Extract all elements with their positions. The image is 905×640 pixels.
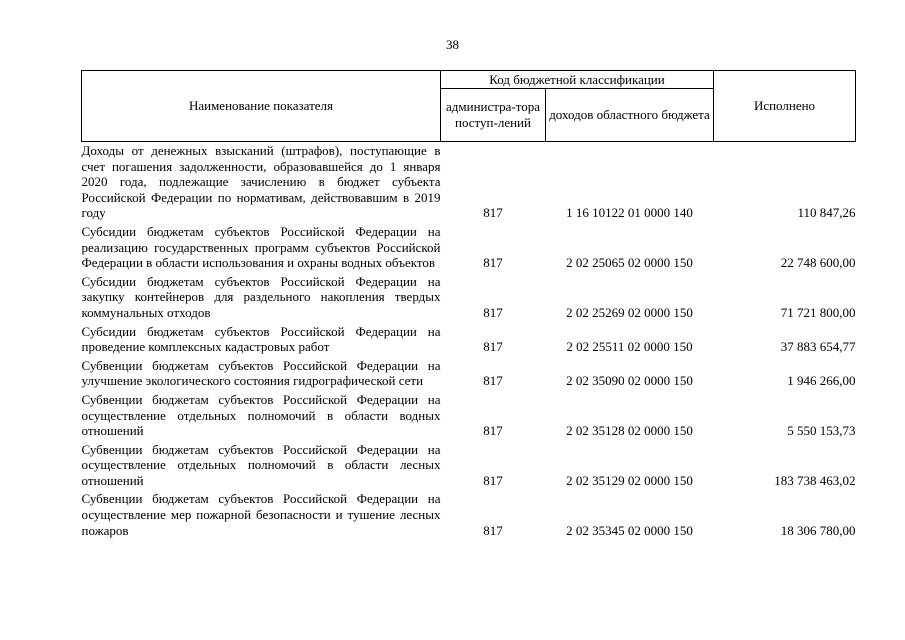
row-admin-code: 817 <box>483 255 503 271</box>
row-income-code: 2 02 25269 02 0000 150 <box>566 304 693 320</box>
header-name-column: Наименование показателя <box>82 71 441 142</box>
row-admin-code: 817 <box>483 373 503 389</box>
table-row <box>82 224 856 274</box>
row-amount: 37 883 654,77 <box>780 339 856 355</box>
table-row <box>82 324 856 358</box>
row-admin-code: 817 <box>483 472 503 488</box>
row-income-code: 2 02 35128 02 0000 150 <box>566 423 693 439</box>
row-admin-code: 817 <box>483 205 503 221</box>
row-name: Субвенции бюджетам субъектов Российской Федерации на осуществление мер пожарной безопасности и тушение лесных пожаров <box>81 491 441 538</box>
row-income-code: 2 02 35345 02 0000 150 <box>566 522 693 538</box>
table-row <box>82 392 856 442</box>
page-number: 38 <box>446 37 459 52</box>
row-name: Субсидии бюджетам субъектов Российской Федерации на проведение комплексных кадастровых работ <box>81 323 441 355</box>
row-amount: 5 550 153,73 <box>787 423 856 439</box>
row-amount: 110 847,26 <box>797 205 856 221</box>
row-amount: 22 748 600,00 <box>780 255 856 271</box>
row-amount: 71 721 800,00 <box>780 304 856 320</box>
row-admin-code: 817 <box>483 423 503 439</box>
row-income-code: 2 02 25065 02 0000 150 <box>566 255 693 271</box>
row-name: Субвенции бюджетам субъектов Российской Федерации на осуществление отдельных полномочий в области лесных отношений <box>81 441 441 488</box>
table-row <box>82 142 856 224</box>
row-admin-code: 817 <box>483 522 503 538</box>
header-executed-column: Исполнено <box>714 71 856 142</box>
header-classification-group: Код бюджетной классификации <box>441 71 714 89</box>
row-name: Субсидии бюджетам субъектов Российской Федерации на реализацию государственных программ субъектов Российской Федерации в области использования и охраны водных объектов <box>81 223 441 271</box>
table-row <box>82 274 856 324</box>
row-amount: 1 946 266,00 <box>787 373 856 389</box>
row-income-code: 2 02 35129 02 0000 150 <box>566 472 693 488</box>
table-row <box>82 442 856 492</box>
header-admin-column: администра-тора поступ-лений <box>441 89 546 142</box>
row-income-code: 2 02 25511 02 0000 150 <box>566 339 693 355</box>
row-name: Субвенции бюджетам субъектов Российской Федерации на осуществление отдельных полномочий в области водных отношений <box>81 391 441 439</box>
row-amount: 183 738 463,02 <box>774 472 856 488</box>
row-admin-code: 817 <box>483 339 503 355</box>
row-name: Субсидии бюджетам субъектов Российской Федерации на закупку контейнеров для раздельного накопления твердых коммунальных отходов <box>81 273 441 320</box>
header-income-column: доходов областного бюджета <box>546 89 714 142</box>
table-body <box>82 142 856 542</box>
row-name: Доходы от денежных взысканий (штрафов), поступающие в счет погашения задолженности, образовавшейся до 1 января 2020 года, подлежащие зачислению в бюджет субъекта Российской Федерации по нормативам, действовавшим в 2019 году <box>81 143 441 221</box>
row-name: Субвенции бюджетам субъектов Российской Федерации на улучшение экологического состояния гидрографической сети <box>81 357 441 389</box>
row-amount: 18 306 780,00 <box>780 522 856 538</box>
row-income-code: 1 16 10122 01 0000 140 <box>566 205 693 221</box>
row-admin-code: 817 <box>483 304 503 320</box>
table-header <box>82 71 856 142</box>
row-income-code: 2 02 35090 02 0000 150 <box>566 373 693 389</box>
table-row <box>82 491 856 541</box>
table-row <box>82 358 856 392</box>
budget-table <box>81 70 856 541</box>
